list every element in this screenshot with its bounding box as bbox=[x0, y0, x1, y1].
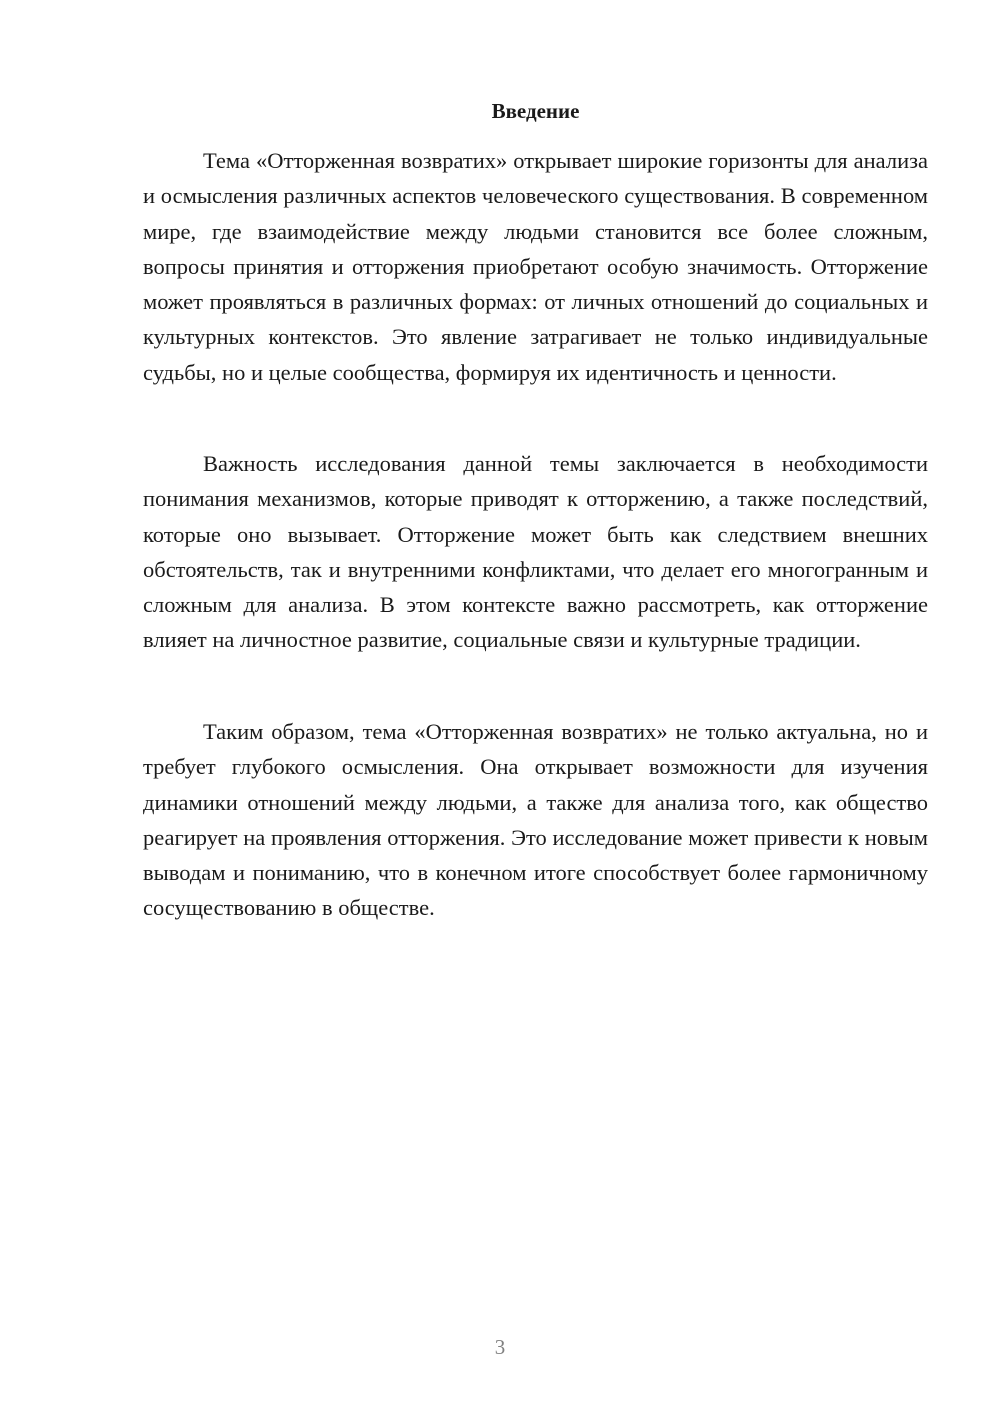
page-number: 3 bbox=[494, 1335, 506, 1359]
paragraph-1: Тема «Отторженная возвратих» открывает широкие горизонты для анализа и осмысления различных аспектов человеческого существования. В современном мире, где взаимодействие между людьми становится все более сложным, вопросы принятия и отторжения приобретают особую значимость. Отторжение может проявляться в различных формах: от личных отношений до социальных и культурных контекстов. Это явление затрагивает не только индивидуальные судьбы, но и целые сообщества, формируя их идентичность и ценности. bbox=[143, 148, 928, 385]
paragraph-3: Таким образом, тема «Отторженная возвратих» не только актуальна, но и требует глубокого осмысления. Она открывает возможности для изучения динамики отношений между людьми, а также для анализа того, как общество реагирует на проявления отторжения. Это исследование может привести к новым выводам и пониманию, что в конечном итоге способствует более гармоничному сосуществованию в обществе. bbox=[143, 719, 928, 921]
section-heading: Введение bbox=[491, 99, 580, 123]
paragraph-2: Важность исследования данной темы заключается в необходимости понимания механизмов, которые приводят к отторжению, а также последствий, которые оно вызывает. Отторжение может быть как следствием внешних обстоятельств, так и внутренними конфликтами, что делает его многогранным и сложным для анализа. В этом контексте важно рассмотреть, как отторжение влияет на личностное развитие, социальные связи и культурные традиции. bbox=[143, 451, 928, 653]
